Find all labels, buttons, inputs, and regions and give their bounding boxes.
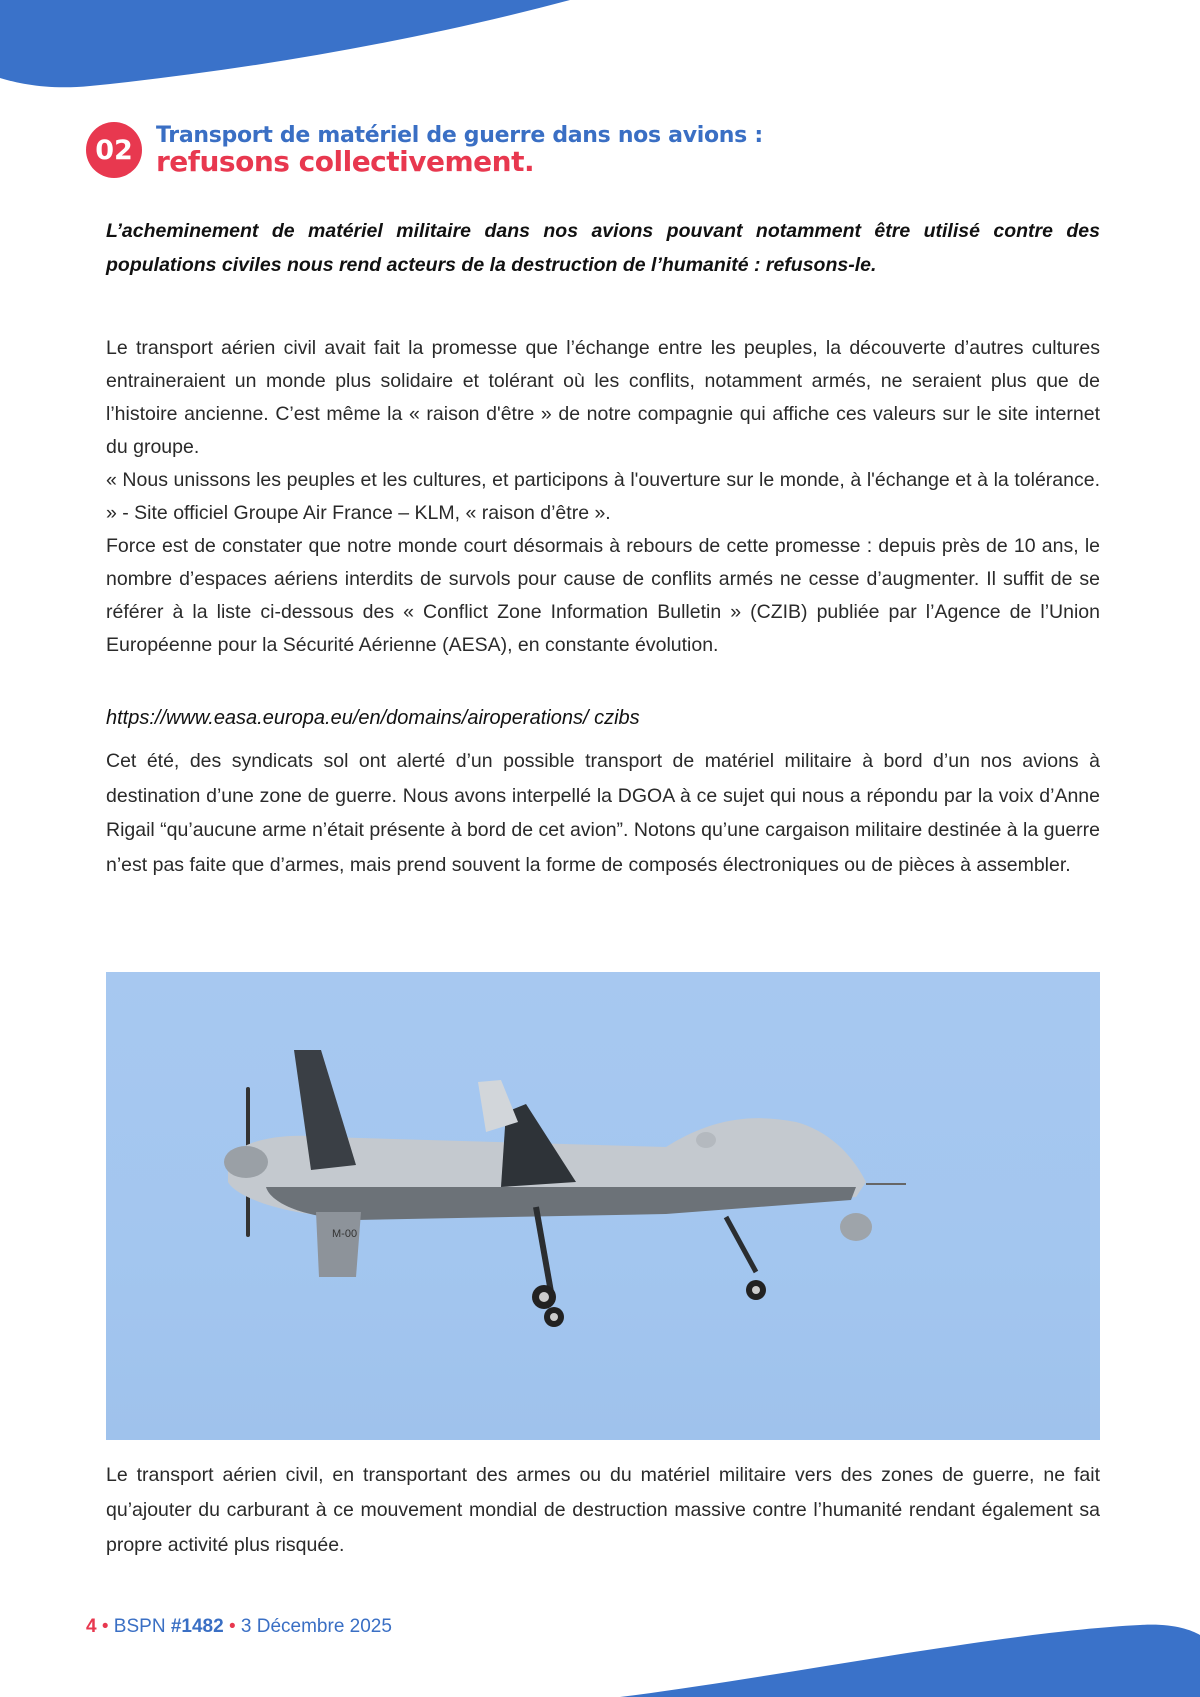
drone-illustration [106, 972, 1100, 1440]
footer-separator: • [96, 1616, 114, 1637]
page-footer [86, 1616, 392, 1638]
issue-date: 3 Décembre 2025 [240, 1616, 392, 1637]
paragraph-promise: Le transport aérien civil avait fait la promesse que l’échange entre les peuples, la découverte d’autres cultures entraineraient un monde plus solidaire et tolérant où les conflits, notamment armés, ne seraient plus que de l’histoire ancienne. C’est même la « raison d'être » de notre compagnie qui affiche ces valeurs sur le site internet du groupe. [106, 337, 1100, 458]
footer-separator: • [223, 1616, 241, 1637]
page-number: 4 [86, 1616, 97, 1637]
section-number-badge: 02 [86, 122, 142, 178]
issue-number: #1482 [170, 1616, 224, 1637]
drone-photo [106, 972, 1100, 1440]
top-wave-decoration [0, 0, 600, 90]
lead-paragraph: L’acheminement de matériel militaire dans nos avions pouvant notamment être utilisé contre des populations civiles nous rend acteurs de la destruction de l’humanité : refusons-le. [106, 220, 1100, 276]
paragraph-quote: « Nous unissons les peuples et les cultures, et participons à l'ouverture sur le monde, à l'échange et à la tolérance. » - Site officiel Groupe Air France – KLM, « raison d’être ». [106, 469, 1100, 524]
section-header [86, 122, 763, 178]
body-section-1 [106, 332, 1100, 662]
paragraph-conclusion: Le transport aérien civil, en transportant des armes ou du matériel militaire vers des zones de guerre, ne fait qu’ajouter du carburant à ce mouvement mondial de destruction massive contre l’humanité rendant également sa propre activité plus risquée. [106, 1464, 1100, 1556]
section-subtitle: refusons collectivement. [156, 144, 535, 178]
publication-name: BSPN [113, 1616, 171, 1637]
section-title: Transport de matériel de guerre dans nos avions : [156, 122, 763, 148]
easa-link[interactable]: https://www.easa.europa.eu/en/domains/airoperations/ czibs [106, 707, 640, 729]
paragraph-czib: Force est de constater que notre monde court désormais à rebours de cette promesse : depuis près de 10 ans, le nombre d’espaces aériens interdits de survols pour cause de conflits armés ne cesse d’augmenter. Il suffit de se référer à la liste ci-dessous des « Conflict Zone Information Bulletin » (CZIB) publiée par l’Agence de l’Union Européenne pour la Sécurité Aérienne (AESA), en constante évolution. [106, 535, 1100, 656]
svg-text:M-00: M-00 [332, 1228, 358, 1240]
bottom-wave-decoration [580, 1617, 1200, 1697]
paragraph-summer-alert: Cet été, des syndicats sol ont alerté d’un possible transport de matériel militaire à bord d’un nos avions à destination d’une zone de guerre. Nous avons interpellé la DGOA à ce sujet qui nous a répondu par la voix d’Anne Rigail “qu’aucune arme n’était présente à bord de cet avion”. Notons qu’une cargaison militaire destinée à la guerre n’est pas faite que d’armes, mais prend souvent la forme de composés électroniques ou de pièces à assembler. [106, 750, 1100, 876]
